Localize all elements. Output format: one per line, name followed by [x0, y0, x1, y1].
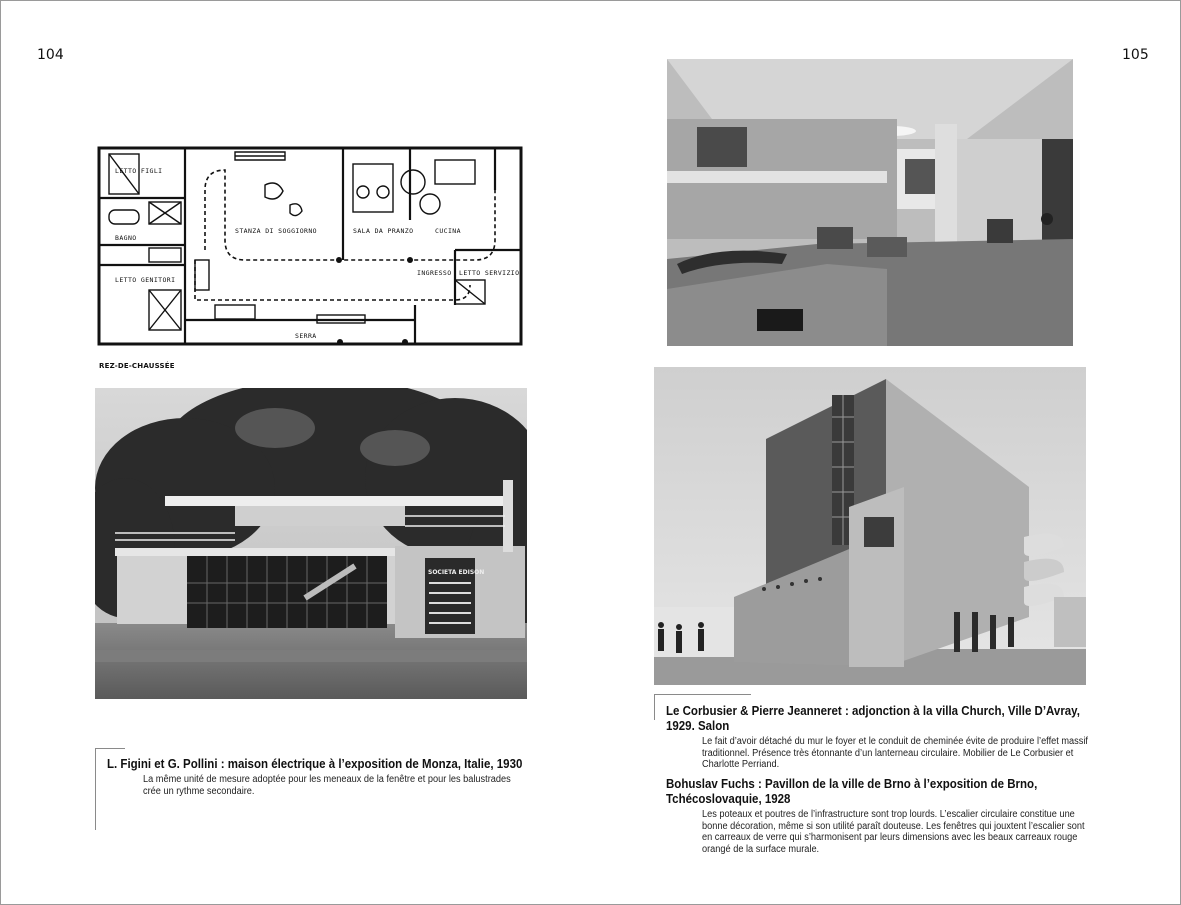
caption-corbusier	[666, 704, 1086, 771]
caption-corbusier-title: Le Corbusier & Pierre Jeanneret : adjonction à la villa Church, Ville D’Avray, 1929. Salon	[666, 704, 1080, 733]
photo-brno-pavilion	[654, 367, 1086, 685]
room-stanza: STANZA DI SOGGIORNO	[235, 227, 317, 235]
edison-sign: SOCIETA EDISON	[428, 569, 485, 576]
room-sala: SALA DA PRANZO	[353, 227, 414, 235]
floor-plan	[95, 130, 525, 356]
room-cucina: CUCINA	[435, 227, 461, 235]
caption-figini-body: La même unité de mesure adoptée pour les meneaux de la fenêtre et pour les balustrades crée un rythme secondaire.	[143, 774, 511, 797]
caption-figini	[107, 757, 527, 797]
caption-fuchs-title: Bohuslav Fuchs : Pavillon de la ville de Brno à l’exposition de Brno, Tchécoslovaquie, 1928	[666, 777, 1038, 806]
left-page-number: 104	[37, 47, 64, 63]
caption-fuchs	[666, 777, 1086, 855]
photo-villa-church-salon	[667, 59, 1073, 346]
room-letto-servizio: LETTO SERVIZIO	[459, 269, 520, 277]
caption-figini-title: L. Figini et G. Pollini : maison électrique à l’exposition de Monza, Italie, 1930	[107, 757, 523, 771]
room-letto-figli: LETTO FIGLI	[115, 167, 163, 175]
right-page-number: 105	[1122, 47, 1149, 63]
caption-rule-right	[654, 694, 655, 720]
room-bagno: BAGNO	[115, 234, 137, 242]
room-ingresso: INGRESSO	[417, 269, 452, 277]
room-letto-genitori: LETTO GENITORI	[115, 276, 176, 284]
photo-monza-house	[95, 388, 527, 699]
caption-fuchs-body: Les poteaux et poutres de l’infrastructure sont trop lourds. L’escalier circulaire constitue une bonne décoration, même si son utilité paraît douteuse. Les fenêtres qui jouxtent l’escalier sont en carreaux de verre qui s’harmonisent par leurs dimensions avec les beaux carreaux rouge orangé de la surface murale.	[702, 809, 1085, 855]
plan-label: REZ-DE-CHAUSSÉE	[99, 362, 175, 370]
caption-rule-left	[95, 748, 96, 830]
caption-rule-left-top	[95, 748, 125, 749]
caption-corbusier-body: Le fait d’avoir détaché du mur le foyer et le conduit de cheminée évite de produire l’effet massif traditionnel. Présence très étonnante d’un lanterneau circulaire. Mobilier de Le Corbusier et Charlotte Perriand.	[702, 736, 1088, 770]
room-serra: SERRA	[295, 332, 317, 340]
caption-rule-right-top	[654, 694, 751, 695]
